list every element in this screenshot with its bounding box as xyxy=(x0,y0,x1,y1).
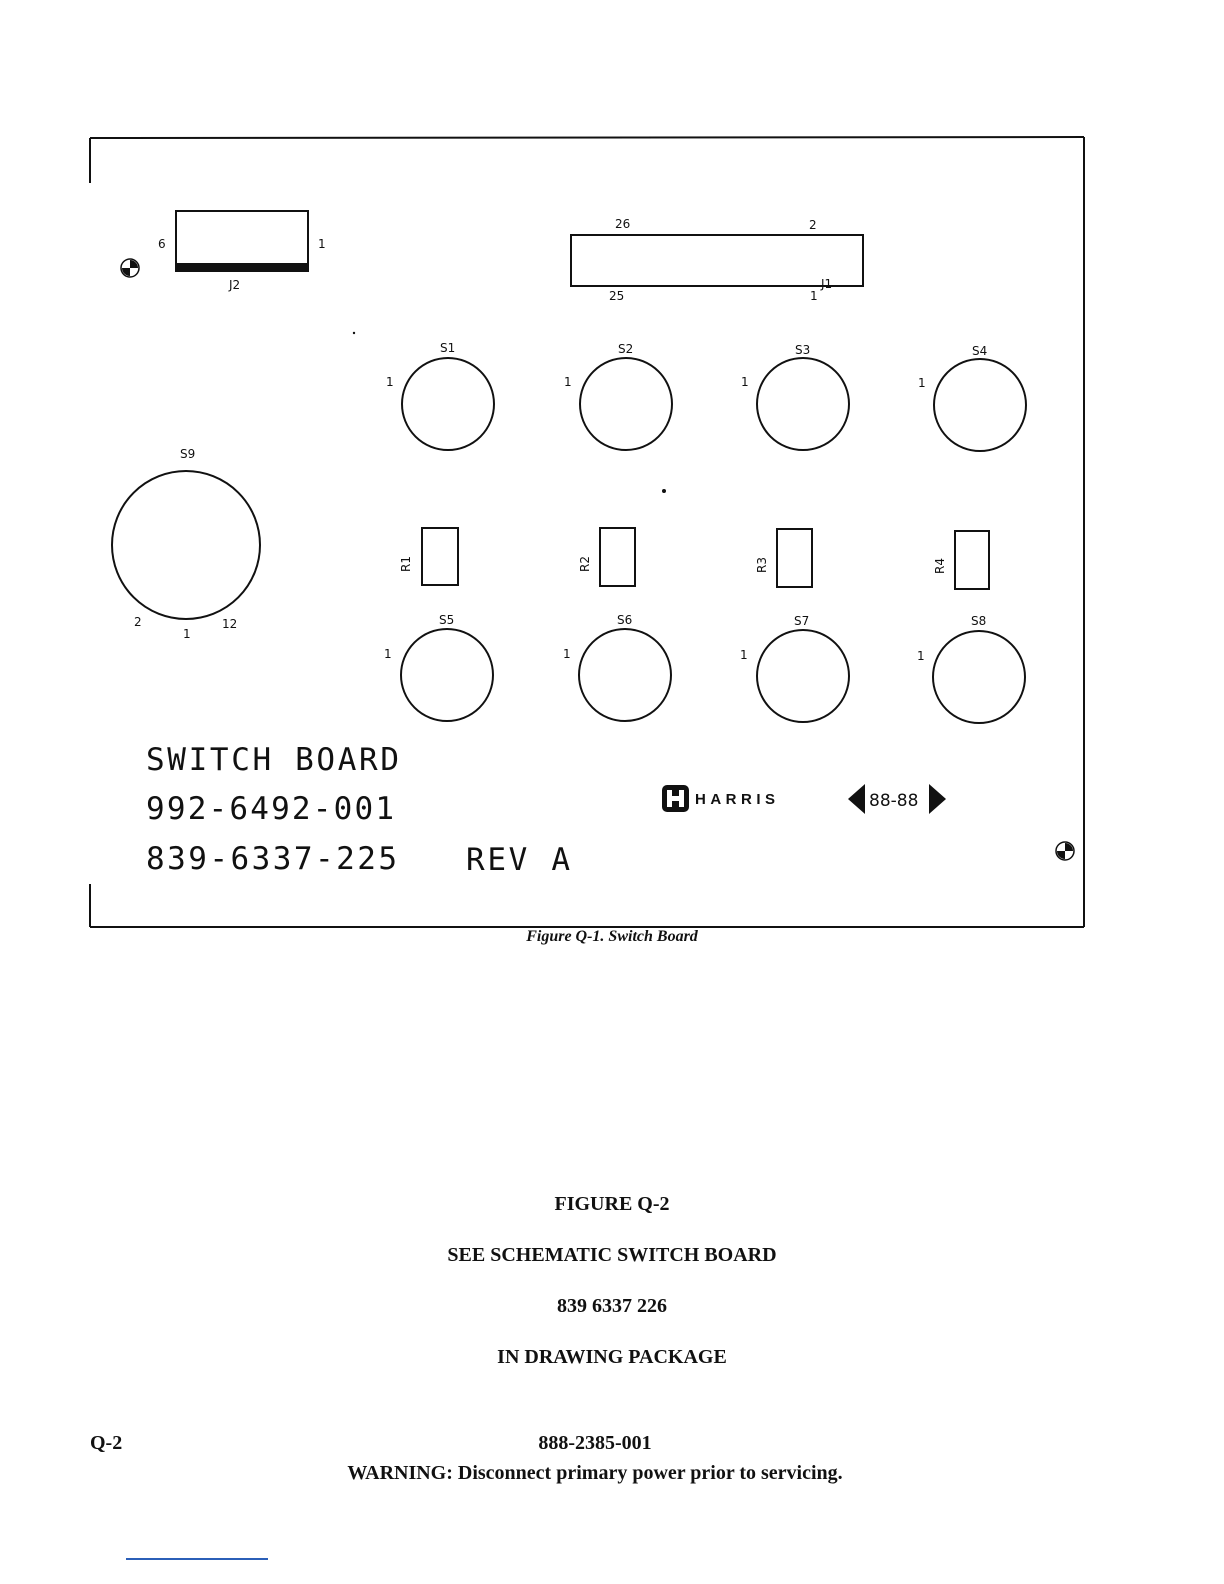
j1-designator: J1 xyxy=(821,277,833,291)
j1-pin-26-label: 26 xyxy=(615,217,631,231)
switch-pin-label: 1 xyxy=(917,649,925,663)
switch-designator: S7 xyxy=(794,614,810,628)
switch-pin-label: 1 xyxy=(918,376,926,390)
notice-schematic-reference: SEE SCHEMATIC SWITCH BOARD xyxy=(447,1244,777,1266)
switch-pin-label: 1 xyxy=(564,375,572,389)
board-part-number: 992-6492-001 xyxy=(146,791,394,827)
resistor-r3 xyxy=(755,529,812,587)
stray-dot xyxy=(353,332,355,334)
switch-s1 xyxy=(386,341,494,450)
switch-designator: S6 xyxy=(617,613,633,627)
resistor-designator: R3 xyxy=(755,557,769,573)
switch-designator: S5 xyxy=(439,613,455,627)
left-arrow-icon xyxy=(848,784,865,814)
switch-pin-label: 1 xyxy=(384,647,392,661)
rotary-switch-s9 xyxy=(112,447,260,641)
switch-designator: S4 xyxy=(972,344,988,358)
switch-s6 xyxy=(563,613,671,721)
switch-pin-label: 1 xyxy=(386,375,394,389)
board-outline-top xyxy=(90,137,1084,138)
connector-j1 xyxy=(571,217,863,303)
resistor-r2 xyxy=(578,528,635,586)
mounting-hole-icon xyxy=(121,259,139,277)
notice-figure-number: FIGURE Q-2 xyxy=(554,1193,670,1215)
j2-designator: J2 xyxy=(229,278,241,292)
date-code: 88-88 xyxy=(869,791,919,811)
notice-drawing-number: 839 6337 226 xyxy=(557,1295,667,1317)
bottom-rule xyxy=(126,1558,268,1560)
switch-s4 xyxy=(918,344,1026,451)
j1-pin-2-label: 2 xyxy=(809,218,817,232)
connector-j2 xyxy=(158,211,326,292)
j2-pin-6-label: 6 xyxy=(158,237,166,251)
switch-s3 xyxy=(741,343,849,450)
switch-designator: S8 xyxy=(971,614,987,628)
resistor-r4 xyxy=(933,531,989,589)
notice-drawing-package: IN DRAWING PACKAGE xyxy=(497,1346,727,1368)
rotary-pin-2-label: 2 xyxy=(134,615,142,629)
board-name: SWITCH BOARD xyxy=(146,742,399,778)
switch-pin-label: 1 xyxy=(563,647,571,661)
switch-s8 xyxy=(917,614,1025,723)
resistor-designator: R1 xyxy=(399,556,413,572)
switch-pin-label: 1 xyxy=(741,375,749,389)
resistor-designator: R2 xyxy=(578,556,592,572)
resistor-r1 xyxy=(399,528,458,585)
switch-s5 xyxy=(384,613,493,721)
harris-logo xyxy=(662,785,775,812)
j1-pin-1-label: 1 xyxy=(810,289,818,303)
switch-designator: S1 xyxy=(440,341,456,355)
warning-text: WARNING: Disconnect primary power prior to servicing. xyxy=(347,1462,843,1484)
rotary-switch-designator: S9 xyxy=(180,447,196,461)
switch-s2 xyxy=(564,342,672,450)
j1-pin-25-label: 25 xyxy=(609,289,625,303)
j2-pin-1-label: 1 xyxy=(318,237,326,251)
right-arrow-icon xyxy=(929,784,946,814)
pcb-part-number: 839-6337-225 xyxy=(146,841,397,877)
page-number: Q-2 xyxy=(90,1432,123,1454)
figure-caption: Figure Q-1. Switch Board xyxy=(526,928,698,945)
stray-dot xyxy=(662,489,666,493)
resistor-designator: R4 xyxy=(933,558,947,574)
date-code-marker xyxy=(848,784,946,814)
switch-s7 xyxy=(740,614,849,722)
mounting-hole-icon xyxy=(1056,842,1074,860)
rotary-pin-1-label: 1 xyxy=(183,627,191,641)
switch-designator: S3 xyxy=(795,343,811,357)
document-number: 888-2385-001 xyxy=(538,1432,652,1454)
switch-designator: S2 xyxy=(618,342,634,356)
harris-logo-text: HARRIS xyxy=(695,791,775,808)
revision-label: REV A xyxy=(466,842,570,878)
rotary-pin-12-label: 12 xyxy=(222,617,238,631)
switch-pin-label: 1 xyxy=(740,648,748,662)
